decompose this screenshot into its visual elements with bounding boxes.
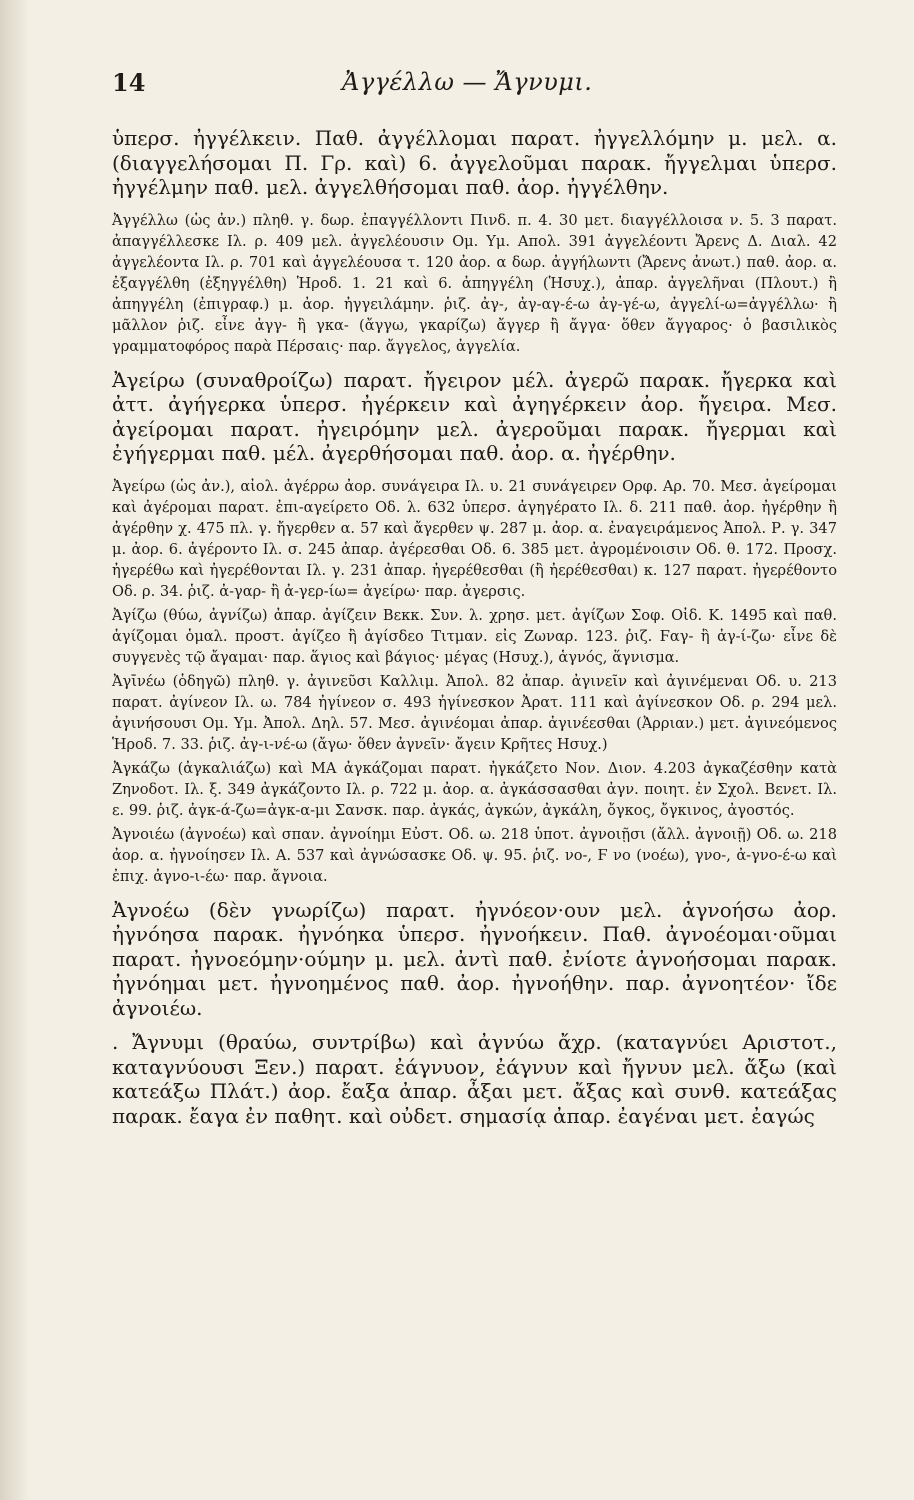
paragraph-angello-forms: ὑπερσ. ἠγγέλκειν. Παθ. ἀγγέλλομαι παρατ. ἠγγελλόμην μ. μελ. α. (διαγγελήσομαι Π. Γρ. καὶ) 6. ἀγγελοῦμαι παρακ. ἤγγελμαι ὑπερσ. ἠγγέλμην παθ. μελ. ἀγγελθήσομαι παθ. ἀορ. ἠγγέλθην. <box>112 126 837 199</box>
paragraph-agizo: Ἀγίζω (θύω, ἀγνίζω) ἀπαρ. ἀγίζειν Βεκκ. Συν. λ. χρησ. μετ. ἀγίζων Σοφ. Οἰδ. Κ. 1495 καὶ παθ. ἁγίζομαι ὁμαλ. προστ. ἁγίζεο ἢ ἁγίσδεο Τιτμαν. εἰς Ζωναρ. 123. ῥιζ. Ϝαγ- ἢ ἀγ-ί-ζω· εἶνε δὲ συγγενὲς τῷ ἄγαμαι· παρ. ἅγιος καὶ βάγιος· μέγας (Ησυχ.), ἁγνός, ἅγνισμα. <box>112 606 837 666</box>
paragraph-ageiro-notes: Ἀγείρω (ὡς ἀν.), αἰολ. ἀγέρρω ἀορ. συνάγειρα Ιλ. υ. 21 συνάγειρεν Ορφ. Αρ. 70. Μεσ. ἀγείρομαι καὶ ἀγέρομαι παρατ. ἐπι-αγείρετο Οδ. λ. 632 ὑπερσ. ἀγηγέρατο Ιλ. δ. 211 παθ. ἀορ. ἠγέρθην ἢ ἀγέρθην χ. 475 πλ. γ. ἤγερθεν α. 57 καὶ ἄγερθεν ψ. 287 μ. ἀορ. α. ἐναγειράμενος Ἀπολ. Ρ. γ. 347 μ. ἀορ. 6. ἀγέροντο Ιλ. σ. 245 ἀπαρ. ἀγέρεσθαι Οδ. 6. 385 μετ. ἀγρομένοισιν Οδ. θ. 172. Προσχ. ἠγερέθω καὶ ἠγερέθονται Ιλ. γ. 231 ἀπαρ. ἠγερέθεσθαι (ἢ ἠερέθεσθαι) κ. 127 παρατ. ἠγερέθοντο Οδ. ρ. 34. ῥιζ. ἀ-γαρ- ἢ ἀ-γερ-ίω= ἀγείρω· παρ. ἀγερσις. <box>112 477 837 600</box>
paragraph-angello-notes: Ἀγγέλλω (ὡς ἀν.) πληθ. γ. δωρ. ἐπαγγέλλοντι Πινδ. π. 4. 30 μετ. διαγγέλλοισα ν. 5. 3 παρατ. ἀπαγγέλλεσκε Ιλ. ρ. 409 μελ. ἀγγελέουσιν Ομ. Υμ. Απολ. 391 ἀγγελέοντι Ἄρενς Δ. Διαλ. 42 ἀγγελέοντα Ιλ. ρ. 701 καὶ ἀγγελέουσα τ. 120 ἀορ. α δωρ. ἀγγήλωντι (Ἄρενς ἀνωτ.) παθ. ἀορ. α. ἐξαγγέλθη (ἐξηγγέλθη) Ἡροδ. 1. 21 καὶ 6. ἀπηγγέλη (Ἡσυχ.), ἀπαρ. ἀγγελῆναι (Πλουτ.) ἢ ἀπηγγέλη (ἐπιγραφ.) μ. ἀορ. ἠγγειλάμην. ῥιζ. ἀγ-, ἀγ-αγ-έ-ω ἀγ-γέ-ω, ἀγγελί-ω=ἀγγέλλω· ἢ μᾶλλον ῥιζ. εἶνε ἀγγ- ἢ γκα- (ἄγγω, γκαρίζω) ἄγγερ ἢ ἄγγα· ὅθεν ἄγγαρος· ὁ βασιλικὸς γραμματοφόρος παρὰ Πέρσαις· παρ. ἄγγελος, ἀγγελία. <box>112 211 837 355</box>
paragraph-agnoieo: Ἀγνοιέω (ἀγνοέω) καὶ σπαν. ἀγνοίημι Εὐστ. Οδ. ω. 218 ὑποτ. ἀγνοιῇσι (ἄλλ. ἀγνοιῇ) Οδ. ω. 218 ἀορ. α. ἠγνοίησεν Ιλ. Α. 537 καὶ ἀγνώσασκε Οδ. ψ. 95. ῥιζ. νο-, Ϝ νο (νοέω), γνο-, ἀ-γνο-έ-ω καὶ ἐπιχ. ἀγνο-ι-έω· παρ. ἄγνοια. <box>112 825 837 885</box>
page-header <box>112 68 832 104</box>
paragraph-ageiro-forms: Ἀγείρω (συναθροίζω) παρατ. ἤγειρον μέλ. ἀγερῶ παρακ. ἤγερκα καὶ ἀττ. ἀγήγερκα ὑπερσ. ἠγέρκειν καὶ ἀγηγέρκειν ἀορ. ἤγειρα. Μεσ. ἀγείρομαι παρατ. ἠγειρόμην μελ. ἀγεροῦμαι παρακ. ἤγερμαι καὶ ἐγήγερμαι παθ. μέλ. ἀγερθήσομαι παθ. ἀορ. α. ἠγέρθην. <box>112 367 837 465</box>
page-number: 14 <box>112 68 146 97</box>
paragraph-agnoeo: Ἀγνοέω (δὲν γνωρίζω) παρατ. ἠγνόεον·ουν μελ. ἀγνοήσω ἀορ. ἠγνόησα παρακ. ἠγνόηκα ὑπερσ. ἠγνοήκειν. Παθ. ἀγνοέομαι·οῦμαι παρατ. ἠγνοεόμην·ούμην μ. μελ. ἀντὶ παθ. ἐνίοτε ἀγνοήσομαι παρακ. ἠγνόημαι μετ. ἠγνοημένος παθ. ἀορ. ἠγνοήθην. παρ. ἀγνοητέον· ἴδε ἀγνοιέω. <box>112 897 837 1020</box>
paragraph-agineo: Ἀγῑνέω (ὁδηγῶ) πληθ. γ. ἀγινεῦσι Καλλιμ. Ἀπολ. 82 ἀπαρ. ἀγινεῖν καὶ ἀγινέμεναι Οδ. υ. 213 παρατ. ἀγίνεον Ιλ. ω. 784 ἠγίνεον σ. 493 ἠγίνεσκον Ἀρατ. 111 καὶ ἀγίνεσκον Οδ. ρ. 294 μελ. ἀγινήσουσι Ομ. Υμ. Ἀπολ. Δηλ. 57. Μεσ. ἀγινέομαι ἀπαρ. ἀγινέεσθαι (Ἀρριαν.) μετ. ἀγινεόμενος Ἡροδ. 7. 33. ῥιζ. ἀγ-ι-νέ-ω (ἄγω· ὅθεν ἀγνεῖν· ἄγειν Κρῆτες Ησυχ.) <box>112 672 837 753</box>
paragraph-agkazo: Ἀγκάζω (ἀγκαλιάζω) καὶ ΜΑ ἀγκάζομαι παρατ. ἠγκάζετο Νον. Διον. 4.203 ἀγκαζέσθην κατὰ Ζηνοδοτ. Ιλ. ξ. 349 ἀγκάζοντο Ιλ. ρ. 722 μ. ἀορ. α. ἀγκάσσασθαι ἀγν. ποιητ. ἐν Σχολ. Βενετ. Ιλ. ε. 99. ῥιζ. ἀγκ-ά-ζω=ἀγκ-α-μι Σανσκ. παρ. ἀγκάς, ἀγκών, ἀγκάλη, ὄγκος, ὄγκινος, ἀγοστός. <box>112 759 837 819</box>
running-title: Ἀγγέλλω — Ἄγνυμι. <box>342 68 593 96</box>
paragraph-agnymi: . Ἄγνυμι (θραύω, συντρίβω) καὶ ἀγνύω ἄχρ. (καταγνύει Αριστοτ., καταγνύουσι Ξεν.) παρατ. ἐάγνυον, ἐάγνυν καὶ ἤγνυν μελ. ἄξω (καὶ κατεάξω Πλάτ.) ἀορ. ἔαξα ἀπαρ. ἆξαι μετ. ἄξας καὶ συνθ. κατεάξας παρακ. ἔαγα ἐν παθητ. καὶ οὐδετ. σημασίᾳ ἀπαρ. ἐαγέναι μετ. ἐαγώς <box>112 1030 837 1128</box>
text-body <box>112 126 837 1130</box>
